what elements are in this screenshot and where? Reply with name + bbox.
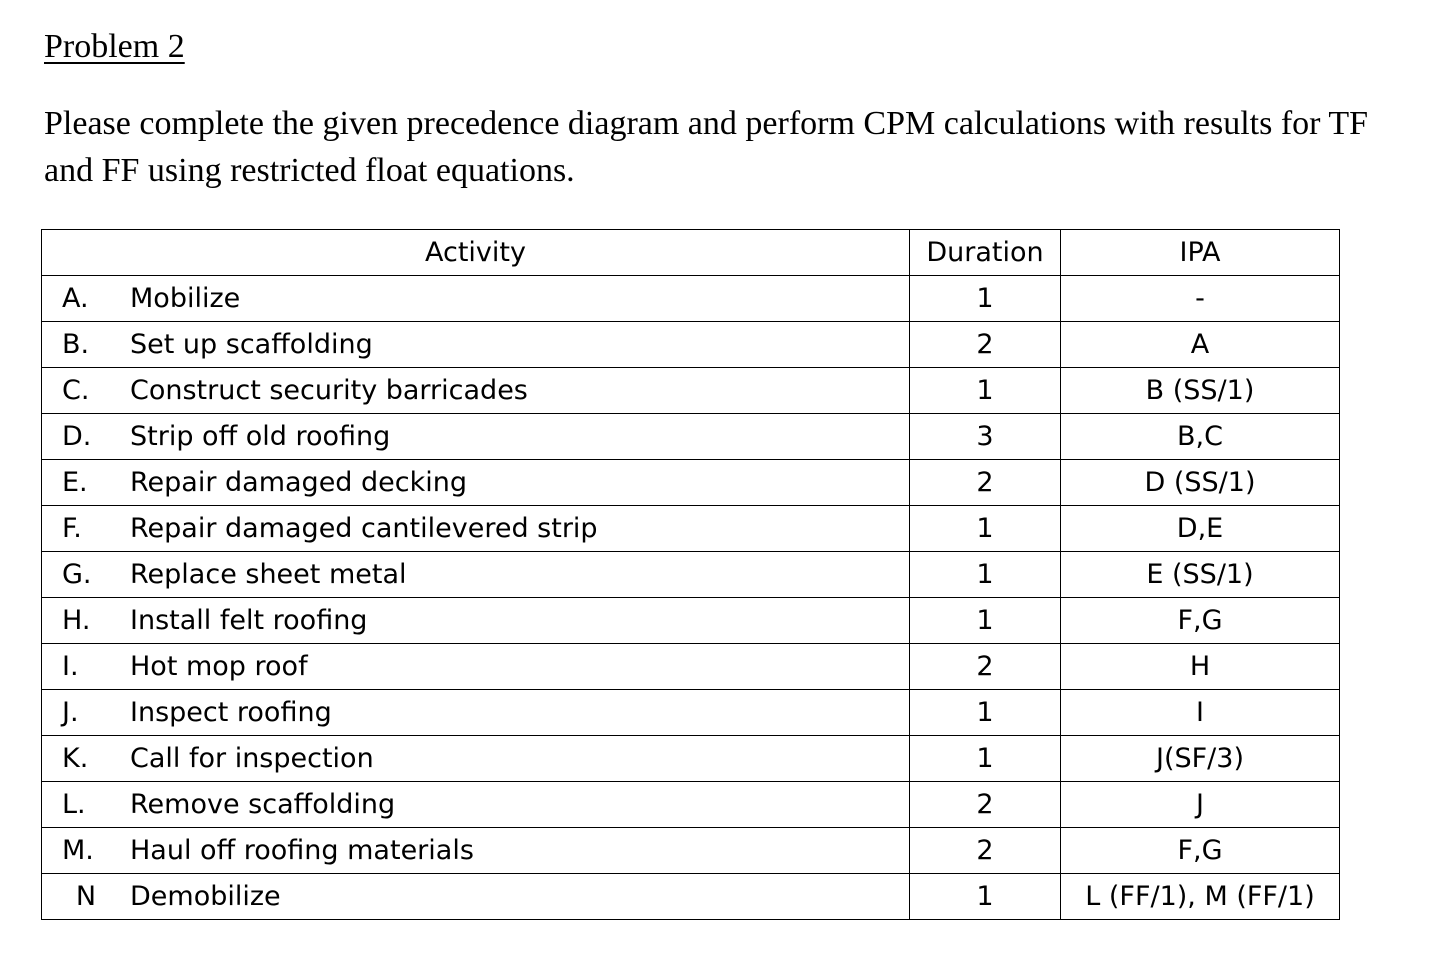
duration-cell: 2 xyxy=(910,460,1061,506)
activity-letter: E. xyxy=(62,467,88,498)
activity-letter: F. xyxy=(62,513,82,544)
table-row xyxy=(42,276,1340,322)
ipa-cell: D (SS/1) xyxy=(1061,460,1340,506)
problem-statement-line-2: and FF using restricted float equations. xyxy=(44,152,575,189)
table-row xyxy=(42,460,1340,506)
ipa-cell: - xyxy=(1061,276,1340,322)
ipa-cell: J(SF/3) xyxy=(1061,736,1340,782)
duration-cell: 2 xyxy=(910,644,1061,690)
ipa-cell: I xyxy=(1061,690,1340,736)
activity-name: Haul off roofing materials xyxy=(130,835,474,866)
activity-name: Construct security barricades xyxy=(130,375,528,406)
activity-name: Replace sheet metal xyxy=(130,559,407,590)
activity-name: Remove scaffolding xyxy=(130,789,396,820)
duration-cell: 2 xyxy=(910,782,1061,828)
problem-statement xyxy=(44,100,1430,194)
duration-cell: 1 xyxy=(910,368,1061,414)
ipa-cell: H xyxy=(1061,644,1340,690)
table-row xyxy=(42,782,1340,828)
table-row xyxy=(42,736,1340,782)
ipa-cell: J xyxy=(1061,782,1340,828)
duration-cell: 1 xyxy=(910,874,1061,920)
activity-cell xyxy=(42,736,910,782)
activity-name: Call for inspection xyxy=(130,743,374,774)
table-header-row xyxy=(42,230,1340,276)
duration-cell: 1 xyxy=(910,736,1061,782)
duration-cell: 1 xyxy=(910,552,1061,598)
activity-letter: C. xyxy=(62,375,90,406)
activity-table-body xyxy=(42,276,1340,920)
activity-name: Hot mop roof xyxy=(130,651,308,682)
activity-cell xyxy=(42,552,910,598)
ipa-cell: L (FF/1), M (FF/1) xyxy=(1061,874,1340,920)
header-activity: Activity xyxy=(42,230,910,276)
activity-letter: N xyxy=(75,881,97,912)
table-row xyxy=(42,414,1340,460)
activity-cell xyxy=(42,782,910,828)
activity-name: Install felt roofing xyxy=(130,605,368,636)
table-row xyxy=(42,690,1340,736)
activity-cell xyxy=(42,506,910,552)
duration-cell: 1 xyxy=(910,506,1061,552)
activity-name: Mobilize xyxy=(130,283,241,314)
table-row xyxy=(42,828,1340,874)
activity-letter: G. xyxy=(62,559,92,590)
activity-name: Set up scaffolding xyxy=(130,329,373,360)
activity-table xyxy=(41,229,1340,920)
activity-letter: H. xyxy=(62,605,91,636)
table-row xyxy=(42,368,1340,414)
activity-cell xyxy=(42,644,910,690)
duration-cell: 1 xyxy=(910,598,1061,644)
ipa-cell: A xyxy=(1061,322,1340,368)
duration-cell: 3 xyxy=(910,414,1061,460)
activity-name: Demobilize xyxy=(130,881,281,912)
header-duration: Duration xyxy=(910,230,1061,276)
activity-cell xyxy=(42,414,910,460)
ipa-cell: F,G xyxy=(1061,828,1340,874)
activity-name: Strip off old roofing xyxy=(130,421,391,452)
table-row xyxy=(42,644,1340,690)
duration-cell: 1 xyxy=(910,690,1061,736)
problem-title: Problem 2 xyxy=(44,28,185,65)
ipa-cell: E (SS/1) xyxy=(1061,552,1340,598)
problem-statement-line-1: Please complete the given precedence diagram and perform CPM calculations with results for TF xyxy=(44,105,1369,142)
ipa-cell: B (SS/1) xyxy=(1061,368,1340,414)
activity-cell xyxy=(42,460,910,506)
activity-letter: I. xyxy=(62,651,79,682)
activity-name: Repair damaged decking xyxy=(130,467,468,498)
activity-cell xyxy=(42,322,910,368)
duration-cell: 2 xyxy=(910,322,1061,368)
activity-letter: J. xyxy=(62,697,79,728)
activity-letter: D. xyxy=(62,421,92,452)
activity-cell xyxy=(42,368,910,414)
table-row xyxy=(42,322,1340,368)
activity-letter: L. xyxy=(62,789,86,820)
activity-letter: M. xyxy=(62,835,94,866)
activity-letter: A. xyxy=(62,283,89,314)
activity-cell xyxy=(42,276,910,322)
activity-letter: B. xyxy=(62,329,90,360)
activity-name: Repair damaged cantilevered strip xyxy=(130,513,598,544)
duration-cell: 1 xyxy=(910,276,1061,322)
ipa-cell: D,E xyxy=(1061,506,1340,552)
table-row xyxy=(42,874,1340,920)
activity-cell xyxy=(42,874,910,920)
activity-cell xyxy=(42,598,910,644)
activity-cell xyxy=(42,690,910,736)
ipa-cell: B,C xyxy=(1061,414,1340,460)
table-row xyxy=(42,506,1340,552)
ipa-cell: F,G xyxy=(1061,598,1340,644)
table-row xyxy=(42,598,1340,644)
header-ipa: IPA xyxy=(1061,230,1340,276)
duration-cell: 2 xyxy=(910,828,1061,874)
activity-letter: K. xyxy=(62,743,89,774)
activity-cell xyxy=(42,828,910,874)
activity-name: Inspect roofing xyxy=(130,697,332,728)
table-row xyxy=(42,552,1340,598)
